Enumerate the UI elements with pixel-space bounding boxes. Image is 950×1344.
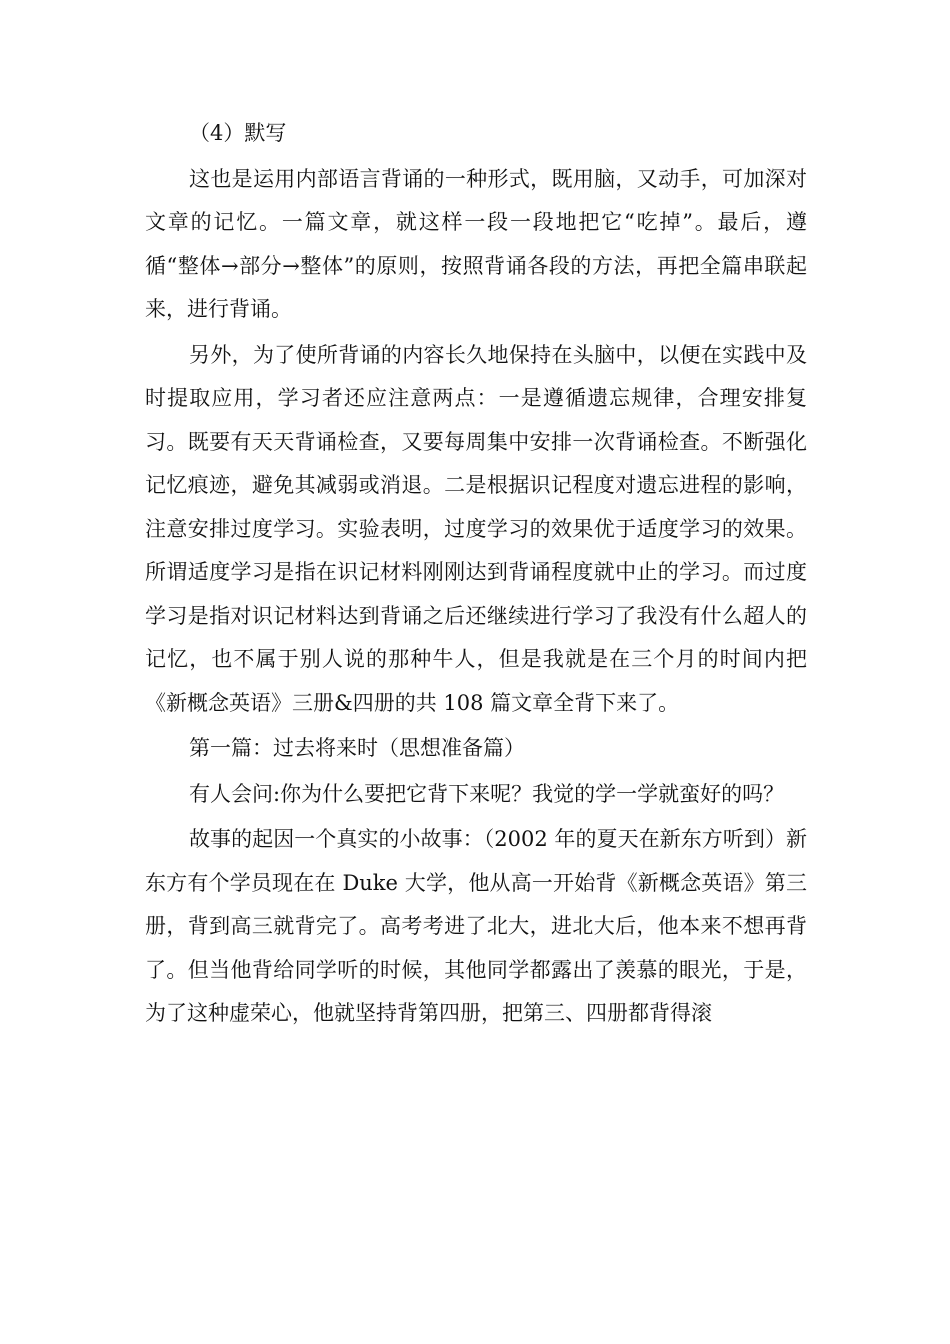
paragraph-retention: 另外，为了使所背诵的内容长久地保持在头脑中，以便在实践中及时提取应用，学习者还应注意两点：一是遵循遗忘规律，合理安排复习。既要有天天背诵检查，又要每周集中安排一次背诵检查。不断强化记忆痕迹，避免其减弱或消退。二是根据识记程度对遗忘进程的影响，注意安排过度学习。实验表明，过度学习的效果优于适度学习的效果。所谓适度学习是指在识记材料刚刚达到背诵程度就中止的学习。而过度学习是指对识记材料达到背诵之后还继续进行学习了我没有什么超人的记忆，也不属于别人说的那种牛人，但是我就是在三个月的时间内把《新概念英语》三册&四册的共 108 篇文章全背下来了。 <box>145 342 807 715</box>
paragraph-dictation: 这也是运用内部语言背诵的一种形式，既用脑，又动手，可加深对文章的记忆。一篇文章，就这样一段一段地把它“吃掉”。最后，遵循“整体→部分→整体”的原则，按照背诵各段的方法，再把全篇串联起来，进行背诵。 <box>145 166 807 321</box>
chapter-heading: 第一篇：过去将来时（思想准备篇） <box>189 736 525 760</box>
document-page <box>145 112 807 1036</box>
paragraph-story: 故事的起因一个真实的小故事：（2002 年的夏天在新东方听到）新东方有个学员现在在 Duke 大学，他从高一开始背《新概念英语》第三册，背到高三就背完了。高考考进了北大，进北大后，他本来不想再背了。但当他背给同学听的时候，其他同学都露出了羡慕的眼光，于是，为了这种虚荣心，他就坚持背第四册，把第三、四册都背得滚 <box>145 827 807 1025</box>
paragraph-question: 有人会问:你为什么要把它背下来呢？我觉的学一学就蛮好的吗？ <box>189 781 785 806</box>
section-heading: （4）默写 <box>189 121 287 145</box>
